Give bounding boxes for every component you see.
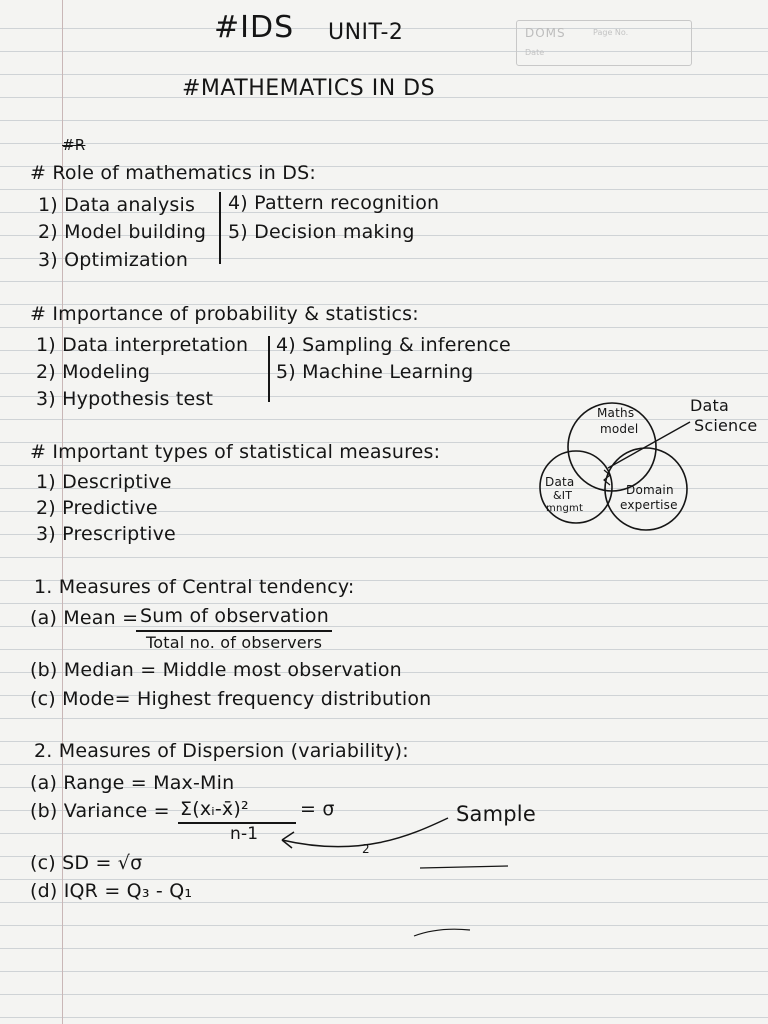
central-tendency-heading: 1. Measures of Central tendency: <box>34 576 355 598</box>
measures-item: 3) Prescriptive <box>36 523 176 545</box>
variance-equals: = σ <box>300 798 335 820</box>
variance-denominator: n-1 <box>230 824 259 844</box>
stamp-brand: DOMS <box>525 26 566 40</box>
roles-item: 1) Data analysis <box>38 194 196 216</box>
roles-item: 2) Model building <box>38 221 207 243</box>
probability-heading: # Importance of probability & statistics: <box>30 303 419 325</box>
page-title: #IDS <box>214 10 295 45</box>
unit-label: UNIT-2 <box>328 20 404 45</box>
variance-label: (b) Variance = <box>30 800 170 822</box>
sample-note: Sample <box>456 802 536 826</box>
mean-label: (a) Mean = <box>30 607 139 629</box>
probability-item: 1) Data interpretation <box>36 334 249 356</box>
stray-line <box>420 866 508 868</box>
venn-label-domain: Domain <box>626 483 674 497</box>
dispersion-heading: 2. Measures of Dispersion (variability): <box>34 740 409 762</box>
probability-item: 5) Machine Learning <box>276 361 474 383</box>
crossed-out-mark: #R <box>62 136 86 154</box>
venn-label-expertise: expertise <box>620 498 678 512</box>
stamp-date: Date <box>525 48 545 57</box>
mode-line: (c) Mode= Highest frequency distribution <box>30 688 432 710</box>
variance-numerator: Σ(xᵢ-x̄)² <box>180 798 249 820</box>
fraction-bar <box>136 630 332 632</box>
measures-heading: # Important types of statistical measures: <box>30 441 441 463</box>
roles-heading: # Role of mathematics in DS: <box>30 162 316 184</box>
probability-item: 4) Sampling & inference <box>276 334 511 356</box>
probability-item: 3) Hypothesis test <box>36 388 214 410</box>
stray-scribble <box>414 929 470 936</box>
arrow-mark: 2 <box>362 842 370 856</box>
page-subtitle: #MATHEMATICS IN DS <box>182 76 436 101</box>
probability-item: 2) Modeling <box>36 361 151 383</box>
roles-item: 4) Pattern recognition <box>228 192 440 214</box>
venn-label-model: model <box>600 422 639 436</box>
measures-item: 1) Descriptive <box>36 471 172 493</box>
median-line: (b) Median = Middle most observation <box>30 659 402 681</box>
iqr-line: (d) IQR = Q₃ - Q₁ <box>30 880 193 902</box>
sd-line: (c) SD = √σ <box>30 852 143 874</box>
range-line: (a) Range = Max-Min <box>30 772 235 794</box>
roles-item: 5) Decision making <box>228 221 415 243</box>
venn-label-maths: Maths <box>597 406 635 420</box>
mean-numerator: Sum of observation <box>140 605 329 627</box>
measures-item: 2) Predictive <box>36 497 158 519</box>
roles-item: 3) Optimization <box>38 249 189 271</box>
venn-label-data-science: Data <box>690 396 730 415</box>
venn-label-mngmt: mngmt <box>546 503 584 514</box>
venn-label-data: Data <box>545 475 575 489</box>
mean-denominator: Total no. of observers <box>146 633 323 652</box>
stamp-page-no: Page No. <box>593 28 629 37</box>
venn-label-science: Science <box>694 416 758 435</box>
venn-label-it: &IT <box>553 489 573 502</box>
